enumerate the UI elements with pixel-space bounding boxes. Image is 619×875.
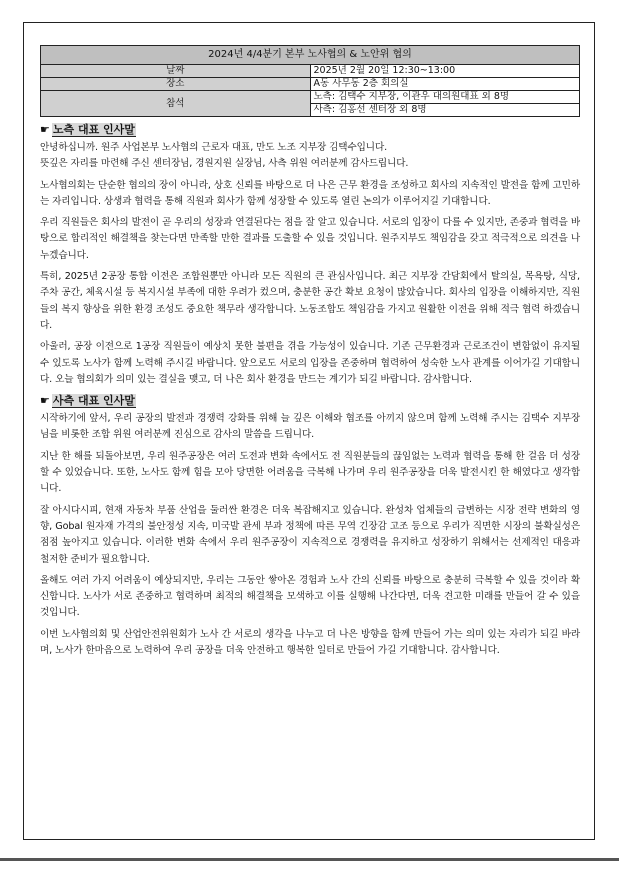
page-bottom-divider	[0, 858, 619, 861]
management-section-heading: ☛ 사측 대표 인사말	[40, 394, 135, 408]
attendees-label: 참석	[41, 91, 311, 117]
management-paragraph: 올해도 여러 가지 어려움이 예상되지만, 우리는 그동안 쌓아온 경험과 노사 간의 신뢰를 바탕으로 충분히 극복할 수 있을 것이라 확신합니다. 노사가 서로 존중하고 협력하며 최적의 해결책을 모색하고 이를 실행해 나간다면, 더욱 견고한 미래를 만들어 갈 수 있을 것입니다.	[40, 574, 580, 619]
pointing-hand-icon: ☛	[40, 394, 50, 408]
labor-paragraph: 노사협의회는 단순한 협의의 장이 아니라, 상호 신뢰를 바탕으로 더 나은 근무 환경을 조성하고 회사의 지속적인 발전을 함께 고민하는 자리입니다. 상생과 협력을 통해 직원과 회사가 함께 성장할 수 있도록 열린 논의가 이루어지길 기대합니다.	[40, 179, 580, 207]
labor-paragraph: 아울러, 공장 이전으로 1공장 직원들이 예상치 못한 불편을 겪을 가능성이 있습니다. 기존 근무환경과 근로조건이 변함없이 유지될 수 있도록 노사가 함께 노력해 주시길 바랍니다. 앞으로도 서로의 입장을 존중하며 협력하여 성숙한 노사 관계를 이어가길 기대합니다. 오늘 협의회가 의미 있는 결실을 맺고, 더 나은 회사 환경을 만드는 계기가 되길 바랍니다. 감사합니다.	[40, 341, 580, 385]
attendees-management: 사측: 김홍선 센터장 외 8명	[310, 104, 580, 117]
labor-paragraph: 특히, 2025년 2공장 통합 이전은 조합원뿐만 아니라 모든 직원의 큰 관심사입니다. 최근 지부장 간담회에서 탈의실, 목욕탕, 식당, 주차 공간, 체육시설 등 복지시설 부족에 대한 우려가 컸으며, 충분한 공간 확보 요청이 많았습니다. 회사의 입장을 이해하지만, 직원들의 복지 향상을 위한 환경 조성도 중요한 책무라 생각합니다. 노동조합도 책임감을 가지고 원활한 이전을 위해 적극 협력 하겠습니다.	[40, 271, 580, 331]
table-row	[41, 78, 580, 91]
labor-section-heading: ☛ 노측 대표 인사말	[40, 123, 135, 136]
meeting-title: 2024년 4/4분기 본부 노사협의 & 노안위 협의	[41, 46, 580, 65]
table-row	[41, 65, 580, 78]
document-body	[40, 45, 580, 664]
attendees-labor: 노측: 김택수 지부장, 이관우 대의원대표 외 8명	[310, 91, 580, 104]
date-label: 날짜	[41, 65, 311, 78]
pointing-hand-icon: ☛	[40, 123, 50, 136]
labor-paragraph: 우리 직원들은 회사의 발전이 곧 우리의 성장과 연결된다는 점을 잘 알고 있습니다. 서로의 입장이 다를 수 있지만, 존중과 협력을 바탕으로 합리적인 해결책을 찾는다면 만족할 만한 결과를 도출할 수 있을 것입니다. 원주지부도 책임감을 갖고 적극적으로 의견을 나누겠습니다.	[40, 217, 580, 261]
management-paragraph: 지난 한 해를 되돌아보면, 우리 원주공장은 여러 도전과 변화 속에서도 전 직원분들의 끊임없는 노력과 협력을 통해 한 걸음 더 성장할 수 있었습니다. 또한, 노사도 함께 힘을 모아 당면한 어려움을 극복해 나가며 우리 원주공장을 더욱 발전시킨 한 해였다고 생각합니다.	[40, 450, 580, 495]
meeting-info-table	[40, 45, 580, 117]
place-label: 장소	[41, 78, 311, 91]
management-paragraph: 잘 아시다시피, 현재 자동차 부품 산업을 둘러싼 환경은 더욱 복잡해지고 있습니다. 완성차 업체들의 급변하는 시장 전략 변화의 영향, Gobal 원자재 가격의 불안정성 지속, 미국발 관세 부과 정책에 따른 무역 긴장감 고조 등으로 우리가 직면한 시장의 불확실성은 점점 높아지고 있습니다. 이러한 변화 속에서 우리 원주공장이 지속적으로 경쟁력을 유지하고 성장하기 위해서는 선제적인 대응과 철저한 준비가 필요합니다.	[40, 504, 580, 565]
table-row	[41, 91, 580, 104]
date-value: 2025년 2월 20일 12:30~13:00	[310, 65, 580, 78]
management-paragraph: 이번 노사협의회 및 산업안전위원회가 노사 간 서로의 생각을 나누고 더 나은 방향을 함께 만들어 가는 의미 있는 자리가 되길 바라며, 노사가 한마음으로 노력하여 우리 공장을 더욱 안전하고 행복한 일터로 만들어 가길 기대합니다. 감사합니다.	[40, 628, 580, 657]
management-paragraph: 시작하기에 앞서, 우리 공장의 발전과 경쟁력 강화를 위해 늘 깊은 이해와 협조를 아끼지 않으며 함께 노력해 주시는 김택수 지부장님을 비롯한 조합 위원 여러분께 진심으로 감사의 말씀을 드립니다.	[40, 413, 580, 441]
labor-paragraph: 안녕하십니까. 원주 사업본부 노사협의 근로자 대표, 만도 노조 지부장 김택수입니다.	[40, 142, 388, 153]
labor-paragraph: 뜻깊은 자리를 마련해 주신 센터장님, 경원지원 실장님, 사측 위원 여러분께 감사드립니다.	[40, 158, 409, 170]
place-value: A동 사무동 2층 회의실	[310, 78, 580, 91]
